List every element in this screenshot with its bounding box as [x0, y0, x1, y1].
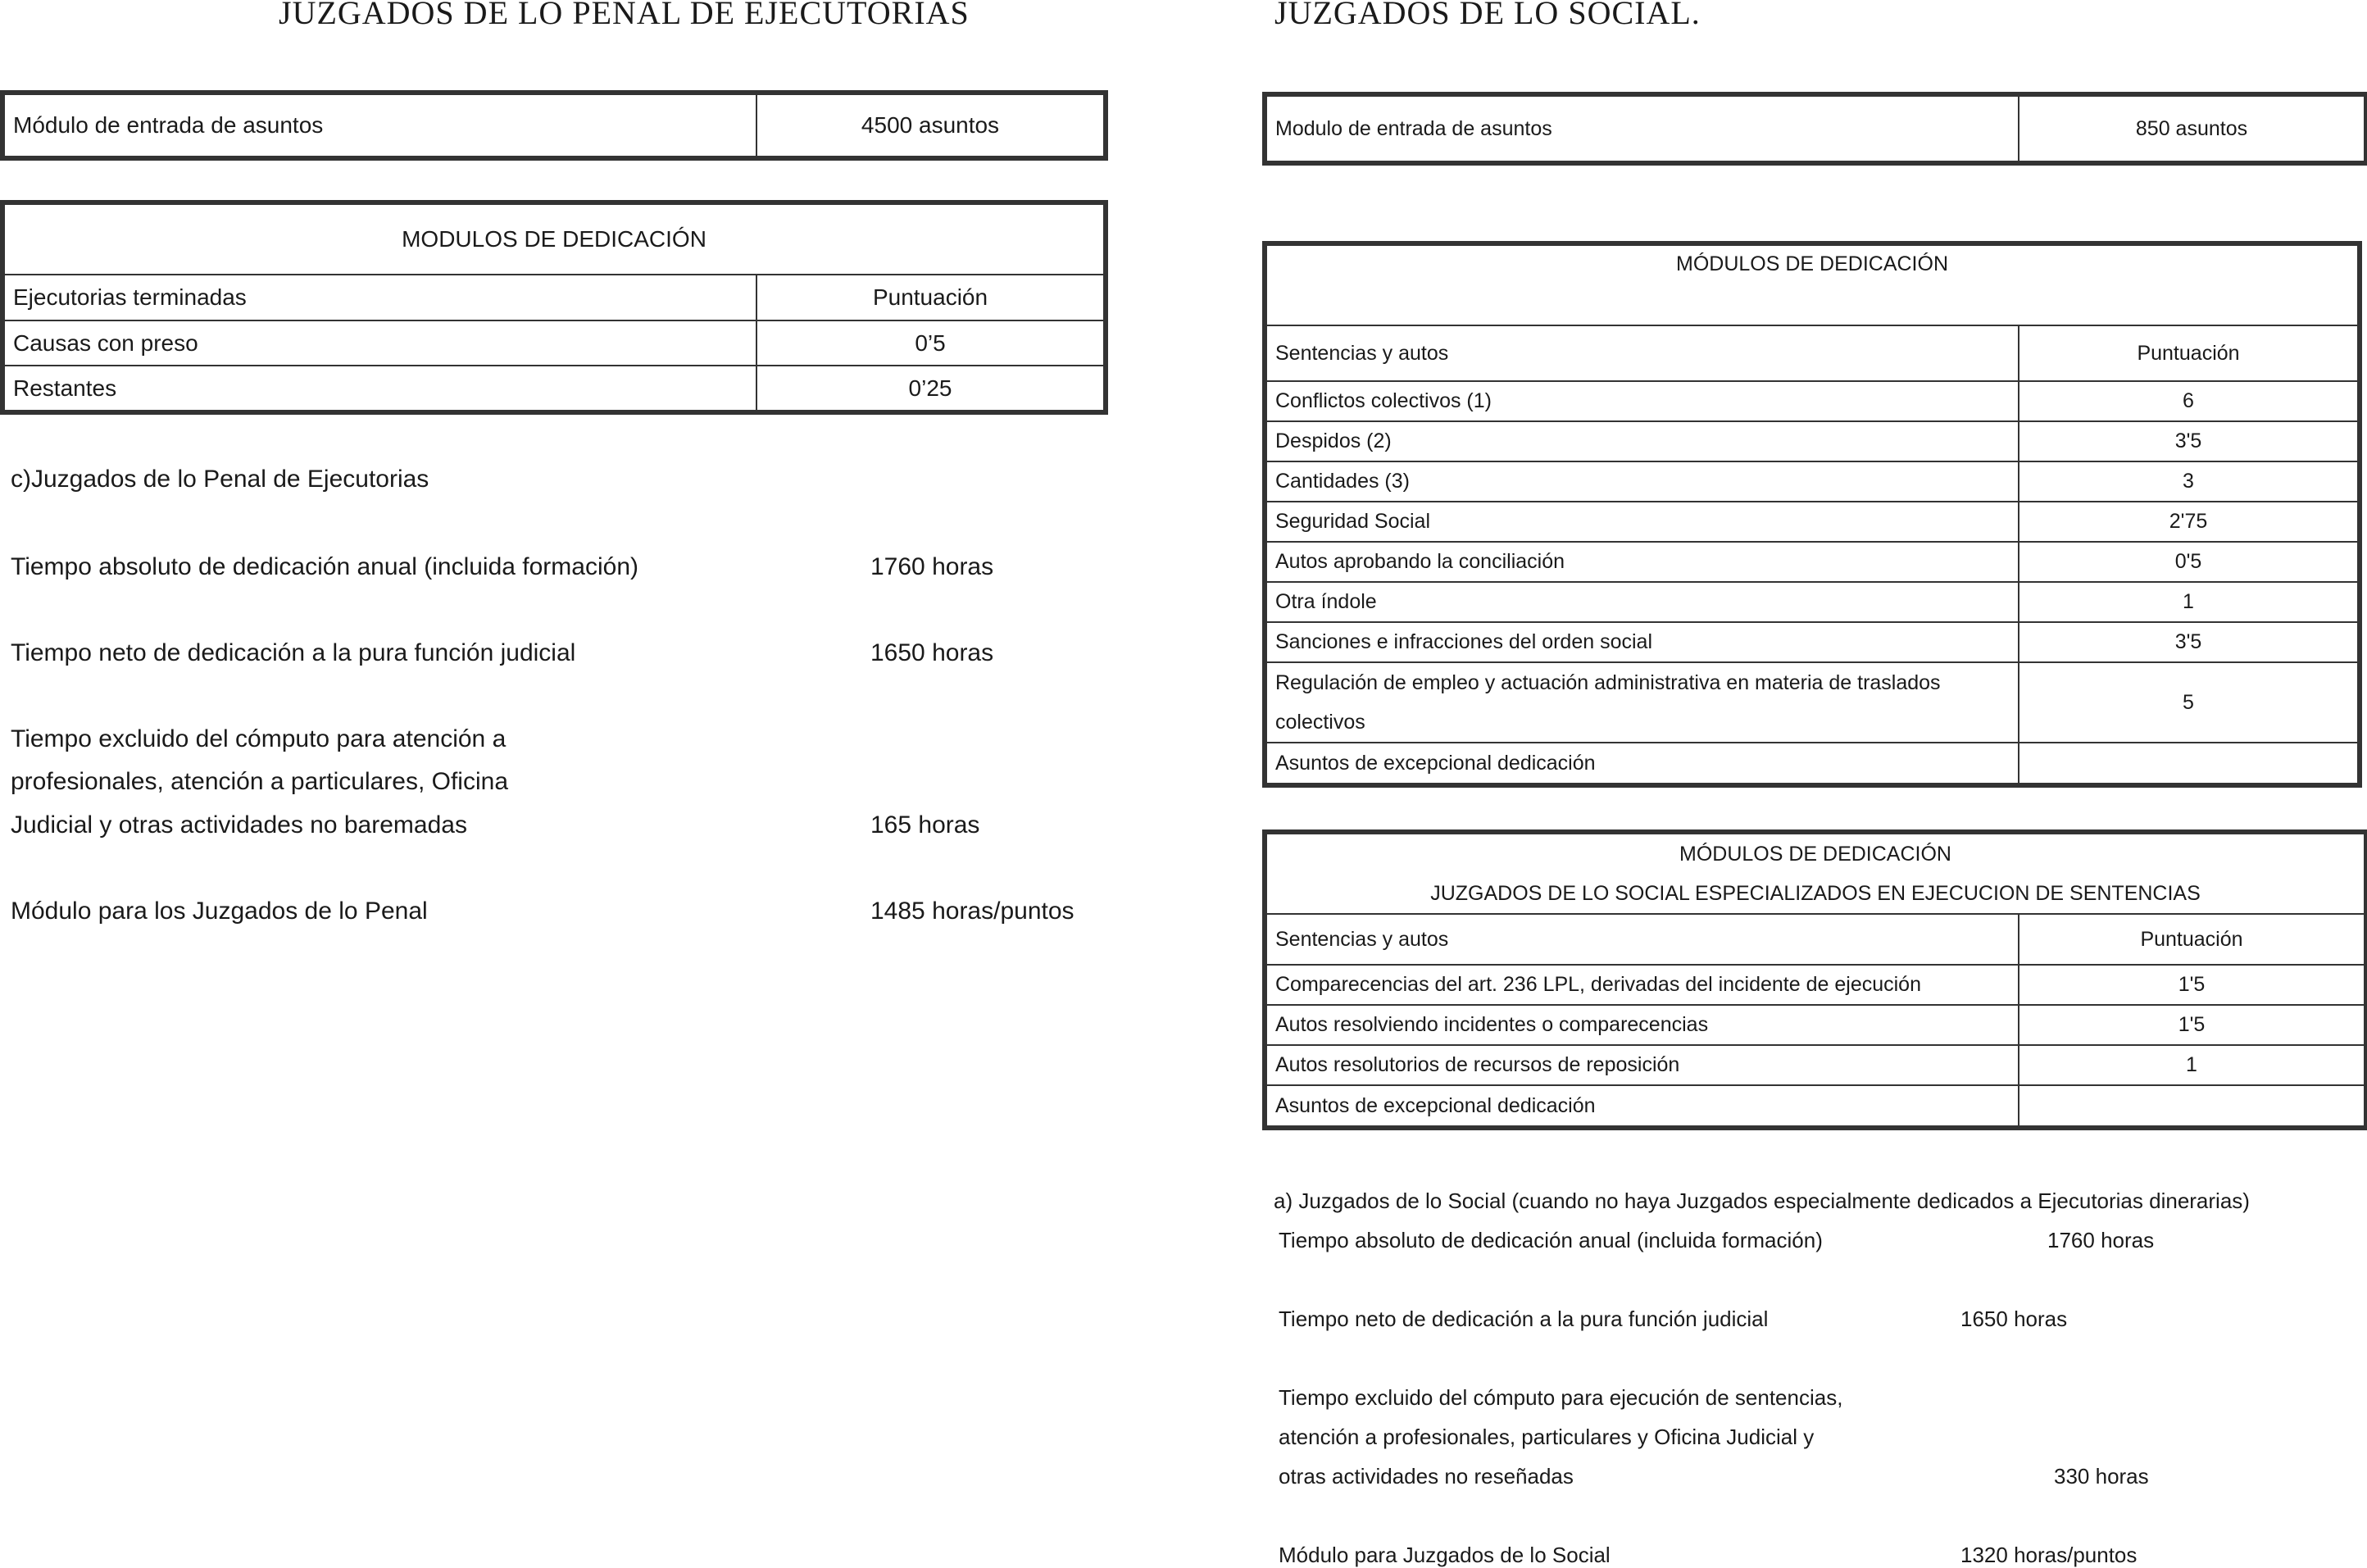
left-heading: JUZGADOS DE LO PENAL DE EJECUTORIAS — [279, 0, 970, 31]
entry-value: 850 asuntos — [2019, 96, 2365, 161]
left-time-value: 1485 horas/puntos — [870, 898, 1074, 925]
right-time-label: otras actividades no reseñadas — [1279, 1464, 1574, 1488]
specialized-row-label: Comparecencias del art. 236 LPL, derivadas del incidente de ejecución — [1266, 965, 2019, 1005]
right-time-label: Tiempo excluido del cómputo para ejecución de sentencias, — [1279, 1385, 1843, 1410]
dedication-row-label: Seguridad Social — [1266, 502, 2019, 542]
right-time-label: Tiempo neto de dedicación a la pura función judicial — [1279, 1307, 1769, 1331]
dedication-row-value — [2019, 743, 2358, 784]
left-entry-table — [3, 93, 1105, 157]
dedication-row-value: 3'5 — [2019, 622, 2358, 662]
dedication-row-value: 3'5 — [2019, 421, 2358, 461]
specialized-header-value: Puntuación — [2019, 914, 2365, 965]
right-time-label: atención a profesionales, particulares y Oficina Judicial y — [1279, 1425, 1815, 1449]
right-time-label: Tiempo absoluto de dedicación anual (incluida formación) — [1279, 1228, 1823, 1252]
left-time-value: 165 horas — [870, 811, 980, 839]
specialized-title — [1266, 834, 2365, 914]
dedication-row-label — [1266, 662, 2019, 743]
dedication-row-label-line: colectivos — [1275, 711, 1365, 734]
dedication-header-value: Puntuación — [756, 275, 1104, 320]
dedication-row-label-line: Regulación de empleo y actuación administrativa en materia de traslados — [1275, 671, 1941, 694]
dedication-title: MÓDULOS DE DEDICACIÓN — [1266, 245, 2358, 325]
right-time-value: 1650 horas — [1960, 1307, 2068, 1331]
dedication-row-label: Restantes — [4, 366, 756, 411]
right-dedication-table — [1265, 244, 2359, 784]
specialized-row-label: Asuntos de excepcional dedicación — [1266, 1085, 2019, 1126]
left-time-label: profesionales, atención a particulares, Oficina — [11, 768, 509, 795]
right-time-value: 330 horas — [2054, 1464, 2149, 1488]
dedication-row-value: 3 — [2019, 461, 2358, 502]
specialized-row-label: Autos resolviendo incidentes o comparecencias — [1266, 1005, 2019, 1045]
left-time-label: Módulo para los Juzgados de lo Penal — [11, 898, 428, 925]
dedication-row-label: Asuntos de excepcional dedicación — [1266, 743, 2019, 784]
specialized-header-label: Sentencias y autos — [1266, 914, 2019, 965]
left-time-label: Tiempo excluido del cómputo para atención a — [11, 725, 507, 752]
specialized-title-line1: MÓDULOS DE DEDICACIÓN — [1679, 843, 1951, 866]
left-time-label: Tiempo absoluto de dedicación anual (incluida formación) — [11, 553, 638, 580]
left-section-title: c)Juzgados de lo Penal de Ejecutorias — [11, 466, 429, 493]
dedication-row-label: Otra índole — [1266, 582, 2019, 622]
right-specialized-table — [1265, 833, 2365, 1127]
dedication-row-label: Causas con preso — [4, 320, 756, 366]
right-time-value: 1760 horas — [2047, 1228, 2155, 1252]
specialized-row-value: 1'5 — [2019, 1005, 2365, 1045]
dedication-row-value: 0’25 — [756, 366, 1104, 411]
entry-label: Módulo de entrada de asuntos — [4, 94, 756, 157]
dedication-row-label: Autos aprobando la conciliación — [1266, 542, 2019, 582]
specialized-row-value: 1 — [2019, 1045, 2365, 1085]
dedication-header-label: Ejecutorias terminadas — [4, 275, 756, 320]
dedication-row-value: 6 — [2019, 381, 2358, 421]
entry-value: 4500 asuntos — [756, 94, 1104, 157]
dedication-row-value: 2'75 — [2019, 502, 2358, 542]
specialized-row-value: 1'5 — [2019, 965, 2365, 1005]
specialized-title-line2: JUZGADOS DE LO SOCIAL ESPECIALIZADOS EN EJECUCION DE SENTENCIAS — [1430, 882, 2201, 905]
dedication-row-value: 1 — [2019, 582, 2358, 622]
dedication-title: MODULOS DE DEDICACIÓN — [4, 204, 1104, 275]
dedication-row-value: 0’5 — [756, 320, 1104, 366]
entry-label: Modulo de entrada de asuntos — [1266, 96, 2019, 161]
dedication-row-value: 5 — [2019, 662, 2358, 743]
dedication-row-label: Cantidades (3) — [1266, 461, 2019, 502]
dedication-row-value: 0'5 — [2019, 542, 2358, 582]
left-time-value: 1650 horas — [870, 639, 994, 666]
dedication-row-label: Conflictos colectivos (1) — [1266, 381, 2019, 421]
dedication-row-label: Despidos (2) — [1266, 421, 2019, 461]
specialized-row-value — [2019, 1085, 2365, 1126]
right-entry-table — [1265, 95, 2365, 162]
right-time-label: Módulo para Juzgados de lo Social — [1279, 1543, 1611, 1567]
dedication-header-value: Puntuación — [2019, 325, 2358, 381]
left-time-label: Judicial y otras actividades no baremadas — [11, 811, 467, 839]
dedication-row-label: Sanciones e infracciones del orden social — [1266, 622, 2019, 662]
dedication-header-label: Sentencias y autos — [1266, 325, 2019, 381]
right-section-title: a) Juzgados de lo Social (cuando no haya Juzgados especialmente dedicados a Ejecutorias dinerarias) — [1274, 1188, 2250, 1213]
left-dedication-table — [3, 203, 1105, 411]
specialized-row-label: Autos resolutorios de recursos de reposición — [1266, 1045, 2019, 1085]
left-time-value: 1760 horas — [870, 553, 994, 580]
right-time-value: 1320 horas/puntos — [1960, 1543, 2138, 1567]
left-time-label: Tiempo neto de dedicación a la pura función judicial — [11, 639, 576, 666]
right-heading: JUZGADOS DE LO SOCIAL. — [1274, 0, 1701, 31]
